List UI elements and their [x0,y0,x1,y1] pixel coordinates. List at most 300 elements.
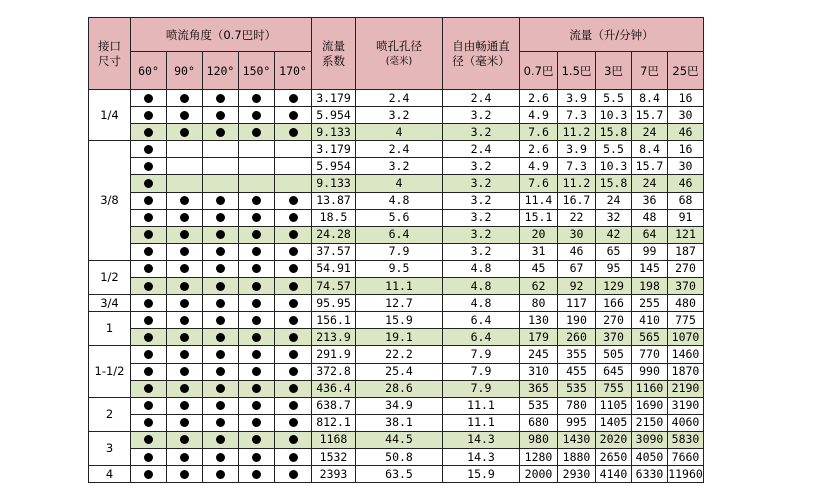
orifice-diameter-cell: 5.6 [356,209,443,226]
angle-cell [239,141,275,158]
free-passage-cell: 6.4 [443,312,520,329]
flow-rate-cell: 145 [632,260,668,277]
flow-rate-cell: 990 [632,363,668,380]
flow-rate-cell: 355 [558,346,596,363]
table-row [89,414,704,431]
free-passage-cell: 7.9 [443,363,520,380]
orifice-diameter-cell: 3.2 [356,107,443,124]
angle-cell [131,209,167,226]
angle-cell [239,158,275,175]
angle-cell [203,414,239,431]
table-row [89,295,704,312]
orifice-diameter-cell: 44.5 [356,431,443,448]
flow-coefficient-cell: 5.954 [312,158,356,175]
available-dot-icon [216,418,225,427]
orifice-diameter-cell: 9.5 [356,260,443,277]
angle-cell [239,209,275,226]
available-dot-icon [216,470,225,479]
angle-cell [239,124,275,141]
flow-rate-cell: 370 [596,329,632,346]
angle-cell [167,260,203,277]
available-dot-icon [144,230,153,239]
available-dot-icon [216,367,225,376]
flow-coefficient-cell: 213.9 [312,329,356,346]
angle-cell [275,192,312,209]
angle-cell [275,158,312,175]
angle-cell [239,346,275,363]
flow-rate-cell: 270 [668,260,704,277]
angle-cell [203,278,239,295]
flow-coefficient-cell: 95.95 [312,295,356,312]
angle-cell [167,124,203,141]
orifice-diameter-cell: 38.1 [356,414,443,431]
angle-cell [203,363,239,380]
angle-cell [131,226,167,243]
flow-rate-cell: 32 [596,209,632,226]
table-row [89,107,704,124]
flow-rate-cell: 4060 [668,414,704,431]
available-dot-icon [216,247,225,256]
angle-cell [203,175,239,192]
flow-rate-cell: 5.5 [596,141,632,158]
flow-rate-cell: 190 [558,312,596,329]
flow-rate-cell: 11960 [668,466,704,483]
flow-rate-cell: 129 [596,278,632,295]
available-dot-icon [252,470,261,479]
flow-rate-cell: 270 [596,312,632,329]
flow-coefficient-cell: 3.179 [312,90,356,107]
available-dot-icon [144,94,153,103]
flow-coefficient-cell: 24.28 [312,226,356,243]
angle-cell [239,226,275,243]
angle-cell [131,192,167,209]
flow-rate-cell: 3.9 [558,141,596,158]
flow-rate-cell: 6330 [632,466,668,483]
angle-cell [131,466,167,483]
angle-cell [167,380,203,397]
available-dot-icon [289,196,298,205]
header-orifice-unit: (毫米) [385,55,413,67]
free-passage-cell: 3.2 [443,158,520,175]
available-dot-icon [144,299,153,308]
available-dot-icon [216,282,225,291]
available-dot-icon [289,435,298,444]
flow-rate-cell: 7.6 [520,175,558,192]
angle-cell [239,414,275,431]
flow-rate-cell: 8.4 [632,90,668,107]
available-dot-icon [216,299,225,308]
flow-coefficient-cell: 13.87 [312,192,356,209]
angle-cell [131,363,167,380]
angle-cell [131,414,167,431]
available-dot-icon [216,128,225,137]
flow-rate-cell: 410 [632,312,668,329]
available-dot-icon [144,128,153,137]
flow-rate-cell: 31 [520,243,558,260]
flow-rate-cell: 4050 [632,448,668,465]
available-dot-icon [289,384,298,393]
available-dot-icon [289,230,298,239]
flow-rate-cell: 48 [632,209,668,226]
flow-rate-cell: 15.8 [596,124,632,141]
header-pressure-25: 25巴 [668,52,704,90]
flow-rate-cell: 16.7 [558,192,596,209]
table-header [89,18,704,90]
flow-rate-cell: 1880 [558,448,596,465]
flow-rate-cell: 645 [596,363,632,380]
flow-coefficient-cell: 1168 [312,431,356,448]
angle-cell [131,431,167,448]
flow-rate-cell: 505 [596,346,632,363]
free-passage-cell: 4.8 [443,260,520,277]
angle-cell [275,209,312,226]
flow-rate-cell: 780 [558,397,596,414]
flow-rate-cell: 68 [668,192,704,209]
flow-rate-cell: 30 [668,158,704,175]
table-row [89,312,704,329]
orifice-diameter-cell: 50.8 [356,448,443,465]
flow-coefficient-cell: 372.8 [312,363,356,380]
available-dot-icon [289,367,298,376]
available-dot-icon [180,230,189,239]
available-dot-icon [144,179,153,188]
angle-cell [131,243,167,260]
angle-cell [275,414,312,431]
available-dot-icon [252,213,261,222]
free-passage-cell: 3.2 [443,124,520,141]
angle-cell [131,397,167,414]
table-row [89,260,704,277]
flow-rate-cell: 4140 [596,466,632,483]
flow-rate-cell: 30 [558,226,596,243]
flow-rate-cell: 2930 [558,466,596,483]
table-row [89,209,704,226]
angle-cell [239,380,275,397]
header-size-line2: 尺寸 [98,53,121,68]
flow-rate-cell: 2.6 [520,90,558,107]
angle-cell [167,209,203,226]
angle-cell [131,329,167,346]
angle-cell [275,295,312,312]
flow-rate-cell: 365 [520,380,558,397]
header-spray-angle: 喷流角度（0.7巴时） [131,18,312,52]
available-dot-icon [289,350,298,359]
angle-cell [167,107,203,124]
flow-rate-cell: 2150 [632,414,668,431]
angle-cell [203,226,239,243]
available-dot-icon [216,401,225,410]
angle-cell [203,107,239,124]
flow-rate-cell: 65 [596,243,632,260]
free-passage-cell: 3.2 [443,107,520,124]
angle-cell [275,124,312,141]
angle-cell [275,90,312,107]
header-orifice-diameter [356,18,443,90]
flow-rate-cell: 11.2 [558,175,596,192]
available-dot-icon [289,333,298,342]
flow-rate-cell: 535 [558,380,596,397]
table-row [89,466,704,483]
angle-cell [275,363,312,380]
flow-rate-cell: 130 [520,312,558,329]
flow-coefficient-cell: 5.954 [312,107,356,124]
table-row [89,448,704,465]
angle-cell [167,175,203,192]
orifice-diameter-cell: 3.2 [356,158,443,175]
available-dot-icon [252,401,261,410]
available-dot-icon [252,299,261,308]
flow-rate-cell: 455 [558,363,596,380]
free-passage-cell: 7.9 [443,380,520,397]
angle-cell [239,448,275,465]
available-dot-icon [180,333,189,342]
available-dot-icon [216,316,225,325]
flow-rate-cell: 8.4 [632,141,668,158]
available-dot-icon [216,111,225,120]
flow-rate-cell: 995 [558,414,596,431]
available-dot-icon [289,264,298,273]
flow-rate-cell: 755 [596,380,632,397]
header-angle-170: 170° [275,52,312,90]
angle-cell [167,363,203,380]
available-dot-icon [289,299,298,308]
angle-cell [131,312,167,329]
available-dot-icon [180,247,189,256]
available-dot-icon [144,333,153,342]
size-cell: 3 [89,431,131,465]
flow-coefficient-cell: 638.7 [312,397,356,414]
available-dot-icon [144,384,153,393]
flow-rate-cell: 62 [520,278,558,295]
flow-rate-cell: 1460 [668,346,704,363]
angle-cell [131,346,167,363]
angle-cell [275,107,312,124]
nozzle-spec-table [88,17,704,483]
angle-cell [203,243,239,260]
header-angle-120: 120° [203,52,239,90]
header-flow-coefficient-line2: 系数 [322,53,345,68]
angle-cell [239,312,275,329]
available-dot-icon [144,247,153,256]
flow-rate-cell: 36 [632,192,668,209]
available-dot-icon [252,367,261,376]
flow-rate-cell: 7.6 [520,124,558,141]
flow-coefficient-cell: 9.133 [312,124,356,141]
header-flow-coefficient [312,18,356,90]
available-dot-icon [144,111,153,120]
angle-cell [131,448,167,465]
available-dot-icon [180,435,189,444]
flow-rate-cell: 4.9 [520,158,558,175]
flow-rate-cell: 1280 [520,448,558,465]
available-dot-icon [144,367,153,376]
available-dot-icon [289,128,298,137]
flow-rate-cell: 15.7 [632,158,668,175]
angle-cell [203,192,239,209]
flow-rate-cell: 67 [558,260,596,277]
flow-rate-cell: 16 [668,141,704,158]
flow-coefficient-cell: 156.1 [312,312,356,329]
table-row [89,346,704,363]
available-dot-icon [252,282,261,291]
free-passage-cell: 15.9 [443,466,520,483]
angle-cell [167,158,203,175]
available-dot-icon [144,213,153,222]
free-passage-cell: 11.1 [443,414,520,431]
angle-cell [203,260,239,277]
angle-cell [167,141,203,158]
free-passage-cell: 4.8 [443,278,520,295]
flow-coefficient-cell: 37.57 [312,243,356,260]
table-row [89,124,704,141]
available-dot-icon [252,350,261,359]
available-dot-icon [180,128,189,137]
angle-cell [167,192,203,209]
orifice-diameter-cell: 4 [356,124,443,141]
flow-rate-cell: 7.3 [558,158,596,175]
orifice-diameter-cell: 28.6 [356,380,443,397]
orifice-diameter-cell: 4 [356,175,443,192]
available-dot-icon [252,333,261,342]
table-row [89,175,704,192]
angle-cell [167,448,203,465]
free-passage-cell: 6.4 [443,329,520,346]
header-orifice-line1: 喷孔孔径 [376,38,422,53]
available-dot-icon [216,264,225,273]
header-pressure-7: 7巴 [632,52,668,90]
table-row [89,363,704,380]
flow-rate-cell: 42 [596,226,632,243]
header-angle-90: 90° [167,52,203,90]
flow-rate-cell: 3090 [632,431,668,448]
free-passage-cell: 14.3 [443,448,520,465]
available-dot-icon [144,401,153,410]
available-dot-icon [289,282,298,291]
angle-cell [167,346,203,363]
flow-rate-cell: 24 [632,124,668,141]
angle-cell [239,295,275,312]
flow-rate-cell: 92 [558,278,596,295]
flow-rate-cell: 1430 [558,431,596,448]
flow-rate-cell: 198 [632,278,668,295]
flow-rate-cell: 3190 [668,397,704,414]
flow-rate-cell: 2190 [668,380,704,397]
angle-cell [203,141,239,158]
available-dot-icon [180,299,189,308]
available-dot-icon [216,94,225,103]
angle-cell [239,329,275,346]
angle-cell [131,141,167,158]
flow-coefficient-cell: 812.1 [312,414,356,431]
flow-rate-cell: 3.9 [558,90,596,107]
angle-cell [203,90,239,107]
angle-cell [275,466,312,483]
available-dot-icon [216,333,225,342]
size-cell: 1/4 [89,90,131,141]
header-pressure-3: 3巴 [596,52,632,90]
available-dot-icon [144,282,153,291]
angle-cell [131,90,167,107]
available-dot-icon [180,213,189,222]
available-dot-icon [252,316,261,325]
available-dot-icon [180,367,189,376]
available-dot-icon [144,145,153,154]
angle-cell [275,243,312,260]
table-row [89,90,704,107]
size-cell: 3/4 [89,295,131,312]
available-dot-icon [144,316,153,325]
available-dot-icon [144,435,153,444]
available-dot-icon [216,384,225,393]
available-dot-icon [180,350,189,359]
flow-rate-cell: 30 [668,107,704,124]
free-passage-cell: 4.8 [443,295,520,312]
flow-rate-cell: 775 [668,312,704,329]
angle-cell [203,329,239,346]
angle-cell [275,380,312,397]
orifice-diameter-cell: 25.4 [356,363,443,380]
flow-rate-cell: 45 [520,260,558,277]
angle-cell [203,312,239,329]
free-passage-cell: 3.2 [443,226,520,243]
available-dot-icon [144,350,153,359]
flow-coefficient-cell: 1532 [312,448,356,465]
header-size [89,18,131,90]
flow-rate-cell: 187 [668,243,704,260]
angle-cell [239,397,275,414]
flow-rate-cell: 121 [668,226,704,243]
angle-cell [131,380,167,397]
available-dot-icon [144,196,153,205]
available-dot-icon [252,384,261,393]
available-dot-icon [180,453,189,462]
table-row [89,226,704,243]
flow-coefficient-cell: 291.9 [312,346,356,363]
angle-cell [203,397,239,414]
available-dot-icon [289,111,298,120]
angle-cell [275,397,312,414]
table-row [89,278,704,295]
flow-rate-cell: 535 [520,397,558,414]
header-flow-rate: 流量（升/分钟） [520,18,704,52]
angle-cell [167,312,203,329]
angle-cell [239,278,275,295]
flow-rate-cell: 7660 [668,448,704,465]
flow-rate-cell: 16 [668,90,704,107]
flow-rate-cell: 1690 [632,397,668,414]
free-passage-cell: 2.4 [443,90,520,107]
angle-cell [203,431,239,448]
available-dot-icon [289,247,298,256]
free-passage-cell: 3.2 [443,175,520,192]
angle-cell [131,278,167,295]
flow-rate-cell: 1105 [596,397,632,414]
flow-rate-cell: 179 [520,329,558,346]
flow-rate-cell: 770 [632,346,668,363]
available-dot-icon [252,111,261,120]
flow-rate-cell: 20 [520,226,558,243]
available-dot-icon [180,282,189,291]
flow-rate-cell: 91 [668,209,704,226]
flow-rate-cell: 15.8 [596,175,632,192]
table-row [89,329,704,346]
flow-rate-cell: 11.2 [558,124,596,141]
flow-rate-cell: 99 [632,243,668,260]
flow-rate-cell: 310 [520,363,558,380]
angle-cell [239,431,275,448]
header-free-passage [443,18,520,90]
angle-cell [275,448,312,465]
